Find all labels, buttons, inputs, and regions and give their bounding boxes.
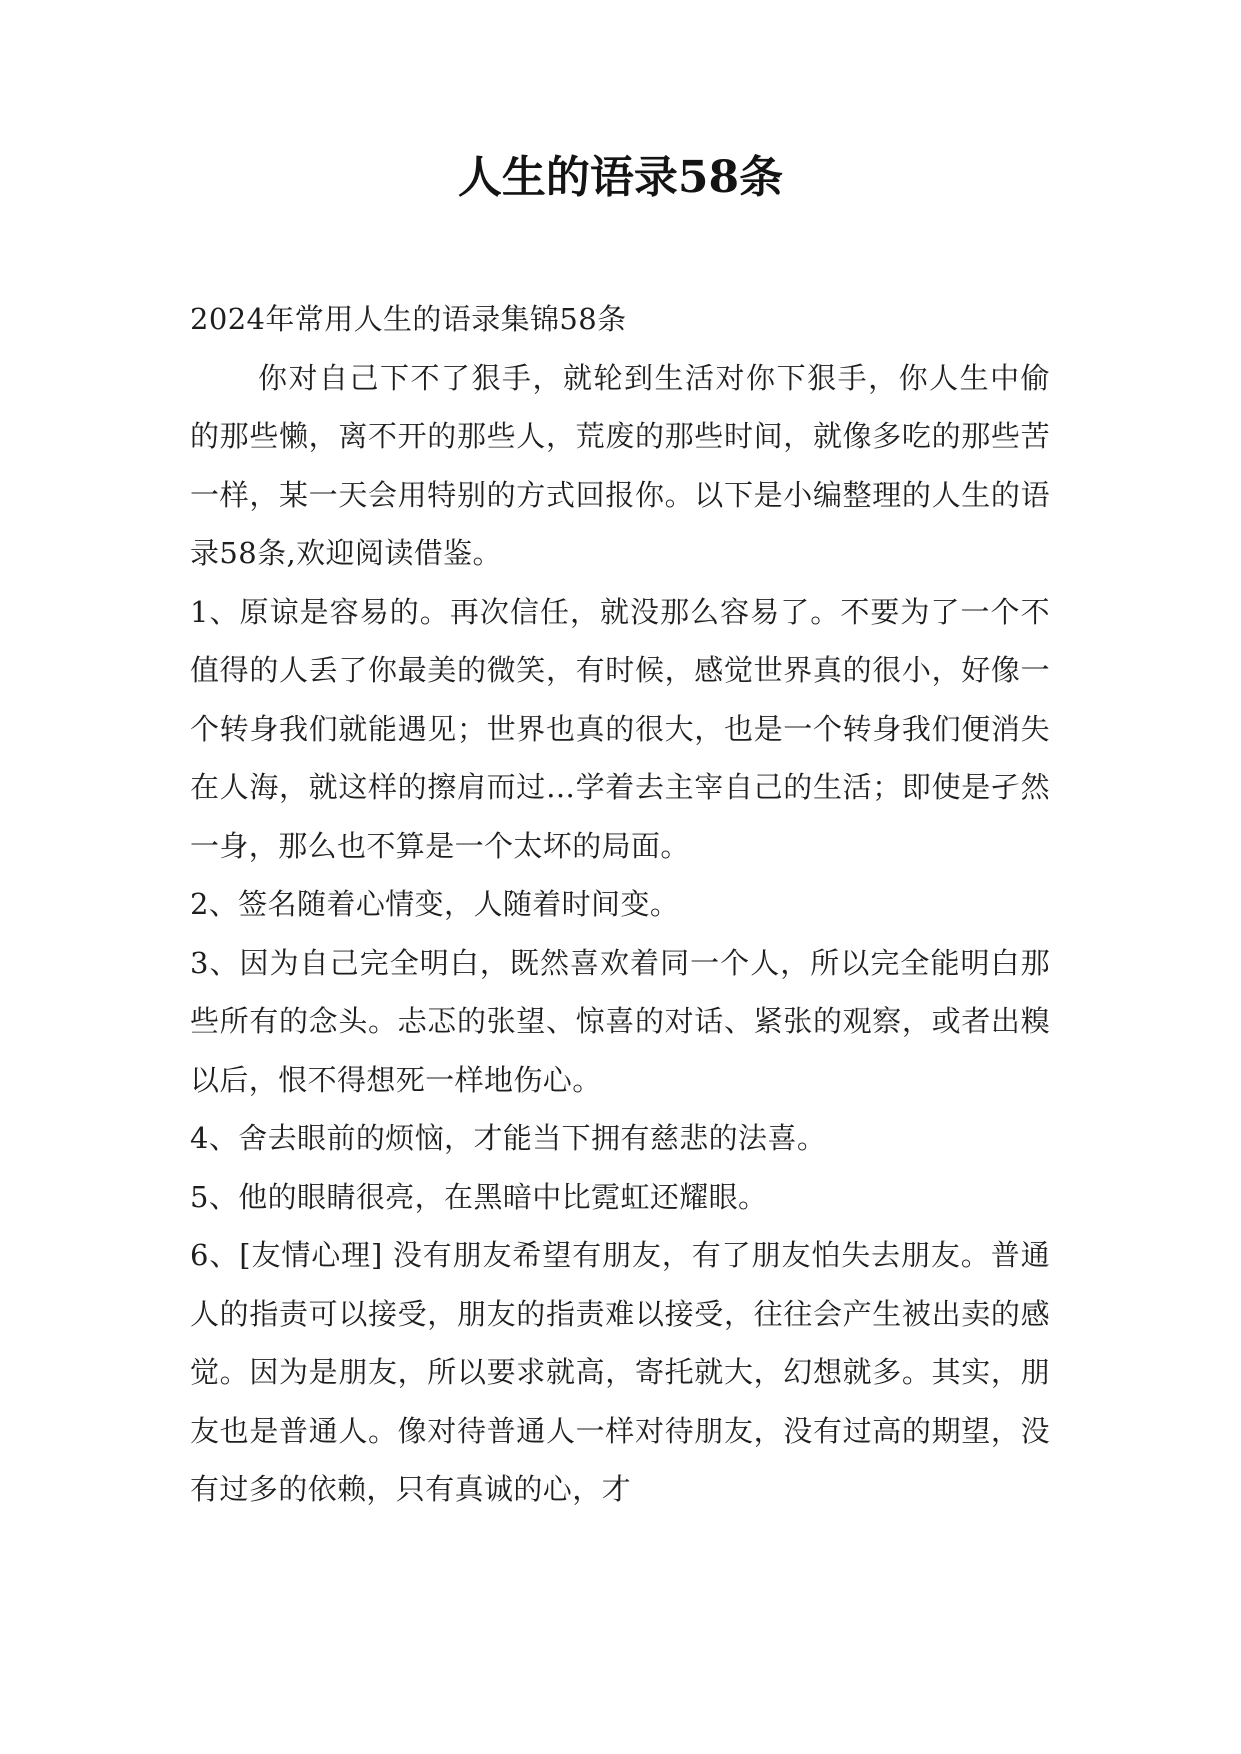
quote-paragraph-1: 1、原谅是容易的。再次信任，就没那么容易了。不要为了一个不值得的人丢了你最美的微笑，有时候，感觉世界真的很小，好像一个转身我们就能遇见；世界也真的很大，也是一个转身我们便消失在人海，就这样的擦肩而过…学着去主宰自己的生活；即使是孑然一身，那么也不算是一个太坏的局面。 — [190, 594, 1050, 863]
quote-paragraph-3: 3、因为自己完全明白，既然喜欢着同一个人，所以完全能明白那些所有的念头。忐忑的张望、惊喜的对话、紧张的观察，或者出糗以后，恨不得想死一样地伤心。 — [190, 945, 1050, 1097]
intro-paragraph: 你对自己下不了狠手，就轮到生活对你下狠手，你人生中偷的那些懒，离不开的那些人，荒废的那些时间，就像多吃的那些苦一样，某一天会用特别的方式回报你。以下是小编整理的人生的语录58条,欢迎阅读借鉴。 — [190, 360, 1050, 570]
document-title: 人生的语录58条 — [457, 152, 784, 203]
quote-paragraph-2: 2、签名随着心情变，人随着时间变。 — [190, 887, 680, 921]
document-subtitle: 2024年常用人生的语录集锦58条 — [190, 302, 627, 336]
quote-paragraph-4: 4、舍去眼前的烦恼，才能当下拥有慈悲的法喜。 — [190, 1121, 827, 1155]
quote-paragraph-5: 5、他的眼睛很亮，在黑暗中比霓虹还耀眼。 — [190, 1179, 768, 1214]
quote-paragraph-6: 6、[友情心理] 没有朋友希望有朋友，有了朋友怕失去朋友。普通人的指责可以接受，朋友的指责难以接受，往往会产生被出卖的感觉。因为是朋友，所以要求就高，寄托就大，幻想就多。其实，朋友也是普通人。像对待普通人一样对待朋友，没有过高的期望，没有过多的依赖，只有真诚的心，才 — [190, 1238, 1050, 1506]
document-body — [190, 290, 1050, 1519]
